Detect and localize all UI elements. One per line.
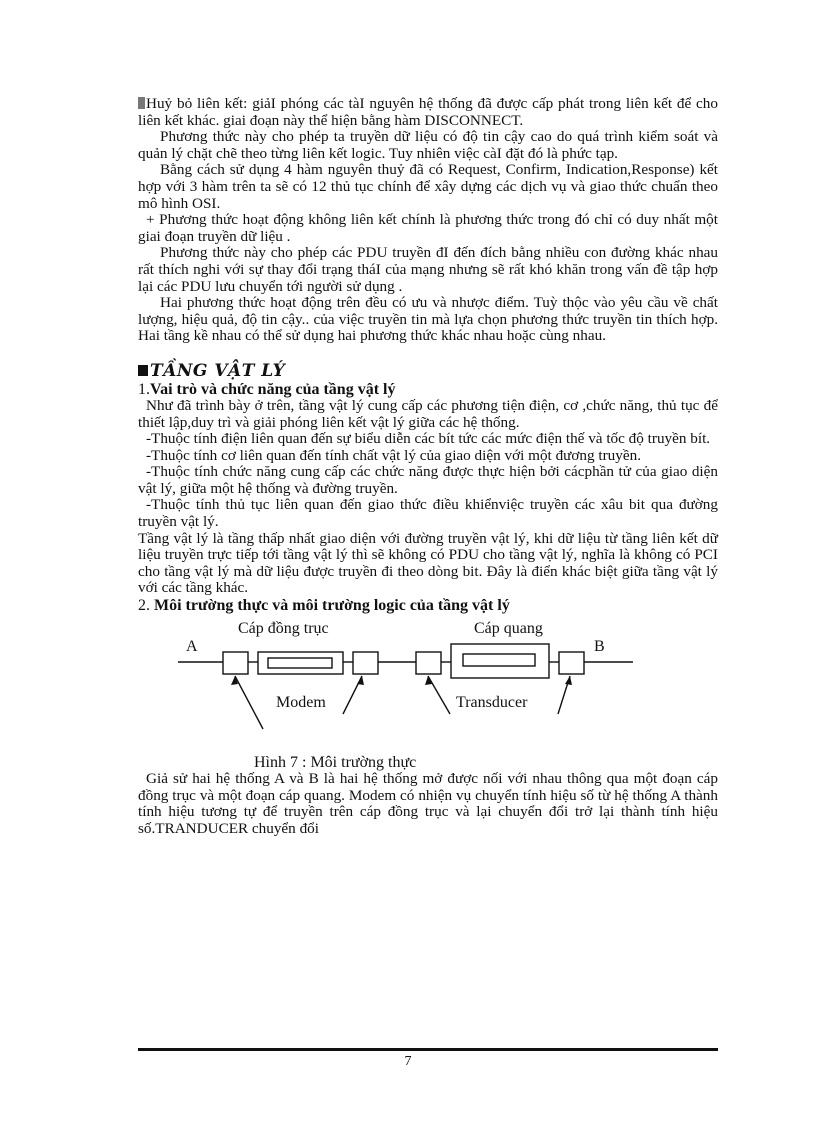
paragraph-connectionless: + Phương thức hoạt động không liên kết chính là phương thức trong đó chỉ có duy nhất một giai đoạn truyền dữ liệu . [138,211,718,245]
page-number: 7 [404,1054,412,1069]
page-body [138,96,718,837]
box-interface-b [559,652,584,674]
paragraph-reliability: Phương thức này cho phép ta truyền dữ liệu có độ tin cậy cao do quá trình kiểm soát và quản lý chặt chẽ theo từng liên kết logic. Tuy nhiên việc càI đặt đó là phức tạp. [138,128,718,162]
spacer [138,345,718,361]
paragraph-functional: -Thuộc tính chức năng cung cấp các chức năng được thực hiện bởi cácphần tử của giao diện vật lý, giữa một hệ thống và đường truyền. [138,463,718,497]
section-heading: TẦNG VẬT LÝ [138,361,718,381]
arrow-modem-left [235,676,263,729]
box-modem-right [353,652,378,674]
physical-medium-diagram [138,620,718,754]
label-coax: Cáp đồng trục [238,620,329,638]
arrow-transducer-left [428,676,450,714]
coax-inner [268,658,332,668]
paragraph-electrical: -Thuộc tính điện liên quan đến sự biểu diễn các bít tức các mức điện thế và tốc độ truyền bít. [146,430,711,448]
paragraph-comparison: Hai phương thức hoạt động trên đều có ưu và nhược điểm. Tuỳ thộc vào yêu cầu về chất lượng, hiệu quả, độ tin cậy.. của việc truyền tin mà lựa chọn phương thức truyền tin thích hợp. Hai tầng kề nhau có thể sử dụng hai phương thức khác nhau hoặc cùng nhau. [138,294,718,345]
label-modem: Modem [276,694,326,712]
paragraph-disconnect: Huỷ bỏ liên kết: giảI phóng các tàI nguyên hệ thống đã được cấp phát trong liên kết để cho liên kết khác. giai đoạn này thể hiện bằng hàm DISCONNECT. [138,95,718,129]
label-transducer: Transducer [456,694,528,712]
square-bullet-icon [138,365,148,376]
paragraph-procedural: -Thuộc tính thủ tục liên quan đến giao thức điều khiểnviệc truyền các xâu bit qua đường truyền vật lý. [138,496,718,531]
subheading-1: 1.Vai trò và chức năng của tầng vật lý [138,380,396,398]
subheading-2: 2. Môi trường thực và môi trường logic của tầng vật lý [138,597,510,615]
fiber-inner [463,654,535,666]
footer-rule [138,1048,718,1051]
figure-caption: Hình 7 : Môi trường thực [254,754,417,772]
fiber-cable [451,644,549,678]
label-fiber: Cáp quang [474,620,543,638]
bullet-marker [138,97,145,109]
diagram-graphic [138,624,718,754]
paragraph-example: Giả sử hai hệ thống A và B là hai hệ thống mở được nối với nhau thông qua một đoạn cáp đồng trục và một đoạn cáp quang. Modem có nhiện vụ chuyển tính hiệu số từ hệ thống A thành tính hiệu tương tự để truyền trên cáp đồng trục và lại chuyển đổi trở lại thành tính hiệu số.TRANDUCER chuyển đổi [138,770,718,837]
coax-cable [258,652,343,674]
paragraph-physical-layer: Tầng vật lý là tầng thấp nhất giao diện với đường truyền vật lý, khi dữ liệu từ tầng liên kết dữ liệu truyền trực tiếp tới tầng vật lý thì sẽ không có PDU cho tầng vật lý, nghĩa là không có PCI cho tầng vật lý mà dữ liệu được truyền đi theo dòng bit. Đây là điển khác biệt giữa tầng vật lý với các tầng khác. [138,529,718,597]
paragraph-mechanical: -Thuộc tính cơ liên quan đến tính chất vật lý của giao diện với một đương truyền. [146,446,642,464]
paragraph-intro: Như đã trình bày ở trên, tầng vật lý cung cấp các phương tiện điện, cơ ,chức năng, thủ tục để thiết lập,duy trì và giải phóng liên kết vật lý giữa các hệ thống. [138,396,718,431]
box-transducer-left [416,652,441,674]
paragraph-primitives: Bằng cách sử dụng 4 hàm nguyên thuỷ đã có Request, Confirm, Indication,Response) kết hợp với 3 hàm trên ta sẽ có 12 thủ tục chính để xây dựng các dịch vụ và giao thức chuẩn theo mô hình OSI. [138,161,718,212]
label-a: A [186,638,198,656]
box-interface-a [223,652,248,674]
label-b: B [594,638,605,656]
paragraph-pdu-routing: Phương thức này cho phép các PDU truyền đI đến đích bằng nhiều con đường khác nhau rất thích nghi với sự thay đổi trạng tháI của mạng nhưng sẽ rất khó khăn trong vấn đề tập hợp lại các PDU lưu chuyển tới người sử dụng . [138,244,718,295]
